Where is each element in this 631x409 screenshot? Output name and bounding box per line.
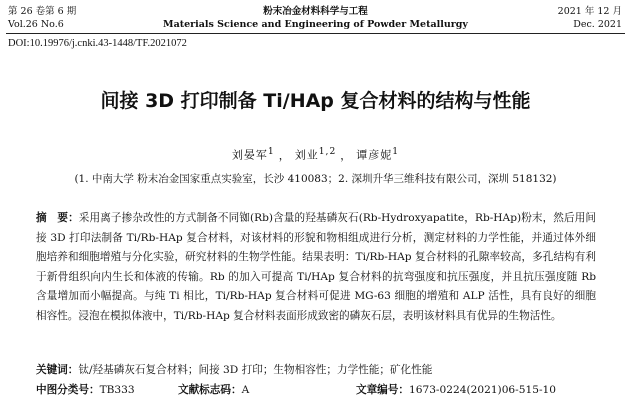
article-id-label: 文章编号： — [356, 384, 409, 396]
author-name: 刘业 — [294, 148, 319, 162]
journal-title-en: Materials Science and Engineering of Powder Metallurgy — [163, 19, 468, 30]
author-affiliation-mark: 1 — [267, 146, 275, 157]
clc-number — [36, 383, 135, 397]
paper-title: 间接 3D 打印制备 Ti/HAp 复合材料的结构与性能 — [100, 90, 531, 112]
date-cn: 2021 年 12 月 — [557, 6, 622, 17]
document-code-value: A — [241, 384, 250, 396]
document-code-label: 文献标志码： — [178, 384, 242, 396]
keywords-label: 关键词： — [36, 364, 79, 376]
keywords-text: 钛/羟基磷灰石复合材料；间接 3D 打印；生物相容性；力学性能；矿化性能 — [78, 364, 433, 376]
abstract-label: 摘 要： — [36, 212, 79, 224]
journal-title-cn: 粉末冶金材料科学与工程 — [263, 6, 368, 17]
article-id-value: 1673-0224(2021)06-515-10 — [408, 384, 557, 396]
author-list: 刘晏军$^1$ ， 刘业$^{1,2}$ ， 谭彦妮$^1$ — [231, 146, 400, 162]
keywords — [36, 363, 596, 377]
affiliations: (1. 中南大学 粉末冶金国家重点实验室，长沙 410083；2. 深圳升华三维科技有限公司，深圳 518132) — [74, 173, 557, 185]
date-en: Dec. 2021 — [573, 19, 622, 30]
author-affiliation-mark: 1,2 — [318, 146, 337, 157]
doi[interactable]: DOI:10.19976/j.cnki.43-1448/TF.2021072 — [8, 38, 187, 49]
author-affiliation-mark: 1 — [392, 146, 400, 157]
author-name: 刘晏军 — [231, 148, 268, 162]
clc-label: 中图分类号： — [36, 384, 100, 396]
author-name: 谭彦妮 — [356, 148, 393, 162]
volume-cn: 第 26 卷第 6 期 — [8, 6, 77, 17]
article-id — [356, 383, 556, 397]
document-code — [178, 383, 249, 397]
volume-en: Vol.26 No.6 — [8, 19, 64, 30]
abstract-text: 采用离子掺杂改性的方式制备不同铷(Rb)含量的羟基磷灰石(Rb-Hydroxyapatite，Rb-HAp)粉末，然后用间接 3D 打印法制备 Ti/Rb-HAp 复合材料，对该材料的形貌和物相组成进行分析，测定材料的力学性能，并通过体外细胞培养和细胞增殖与分化实验，研究材料的生物学性能。结果表明：Ti/Rb-HAp 复合材料的孔隙率较高，多孔结构有利于新骨组织向内生长和体液的传输。Rb 的加入可提高 Ti/HAp 复合材料的抗弯强度和抗压强度，并且抗压强度随 Rb 含量增加而小幅提高。与纯 Ti 相比，Ti/Rb-HAp 复合材料可促进 MG-63 细胞的增殖和 ALP 活性，具有良好的细胞相容性。浸泡在模拟体液中，Ti/Rb-HAp 复合材料表面形成致密的磷灰石层，表明该材料具有优异的生物活性。 — [36, 212, 596, 322]
clc-value: TB333 — [99, 384, 135, 396]
abstract — [36, 209, 596, 326]
header-divider — [6, 33, 625, 34]
